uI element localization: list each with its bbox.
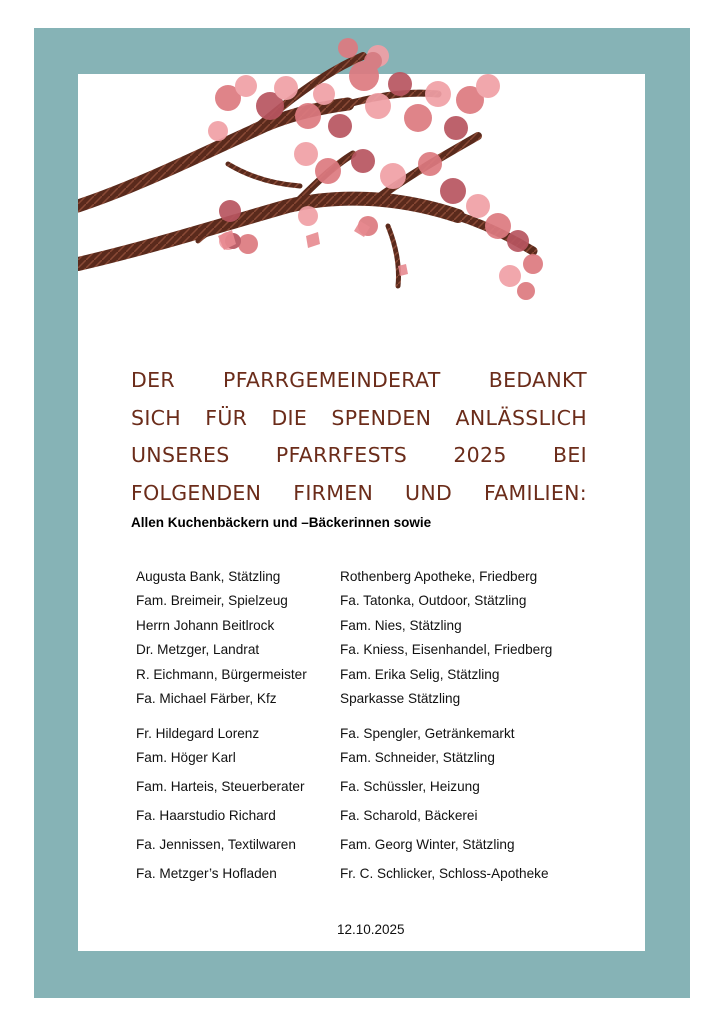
cherry-blossom-branch-icon <box>78 36 548 316</box>
donor-row <box>133 772 552 801</box>
donor-row <box>133 687 552 712</box>
heading-line: SICH FÜR DIE SPENDEN ANLÄSSLICH <box>131 405 587 430</box>
donor-name: Sparkasse Stätzling <box>340 691 461 707</box>
date: 12.10.2025 <box>337 922 405 937</box>
donor-row <box>133 859 552 888</box>
heading-line: DER PFARRGEMEINDERAT BEDANKT <box>131 368 587 392</box>
thank-you-heading <box>131 362 587 512</box>
donor-row <box>133 662 552 687</box>
donor-name: Fr. C. Schlicker, Schloss-Apotheke <box>340 866 549 881</box>
donor-row <box>133 564 552 589</box>
donor-name: Fa. Schüssler, Heizung <box>340 779 480 794</box>
donor-row <box>133 711 552 743</box>
donor-name: Fa. Michael Färber, Kfz <box>136 691 277 707</box>
donor-name: Augusta Bank, Stätzling <box>136 568 281 584</box>
heading-line: UNSERES PFARRFESTS 2025 BEI <box>131 443 587 467</box>
donor-row <box>133 613 552 638</box>
donor-name: Herrn Johann Beitlrock <box>136 617 275 633</box>
donor-name: Fr. Hildegard Lorenz <box>136 726 260 741</box>
donor-name: Fam. Höger Karl <box>136 750 236 765</box>
donor-row <box>133 638 552 663</box>
donor-name: Dr. Metzger, Landrat <box>136 642 260 658</box>
donor-name: R. Eichmann, Bürgermeister <box>136 666 307 682</box>
heading-line: FOLGENDEN FIRMEN UND FAMILIEN: <box>131 480 587 505</box>
donor-name: Fam. Harteis, Steuerberater <box>136 779 305 794</box>
subtitle: Allen Kuchenbäckern und –Bäckerinnen sowie <box>131 515 432 530</box>
donor-row <box>133 743 552 772</box>
donor-name: Fam. Nies, Stätzling <box>340 617 462 633</box>
donor-row <box>133 830 552 859</box>
donor-name: Fa. Haarstudio Richard <box>136 808 276 823</box>
donor-name: Fa. Kniess, Eisenhandel, Friedberg <box>340 642 553 658</box>
donor-table <box>133 564 552 888</box>
donor-row <box>133 801 552 830</box>
donor-name: Fam. Erika Selig, Stätzling <box>340 666 500 682</box>
donor-name: Rothenberg Apotheke, Friedberg <box>340 568 538 584</box>
donor-name: Fa. Metzger’s Hofladen <box>136 866 277 881</box>
donor-name: Fa. Scharold, Bäckerei <box>340 808 478 823</box>
donor-name: Fam. Georg Winter, Stätzling <box>340 837 515 852</box>
donor-name: Fa. Spengler, Getränkemarkt <box>340 726 515 741</box>
donor-row <box>133 589 552 614</box>
donor-name: Fa. Tatonka, Outdoor, Stätzling <box>340 593 527 609</box>
donor-name: Fam. Schneider, Stätzling <box>340 750 495 765</box>
donor-name: Fam. Breimeir, Spielzeug <box>136 593 288 609</box>
donor-name: Fa. Jennissen, Textilwaren <box>136 837 296 852</box>
